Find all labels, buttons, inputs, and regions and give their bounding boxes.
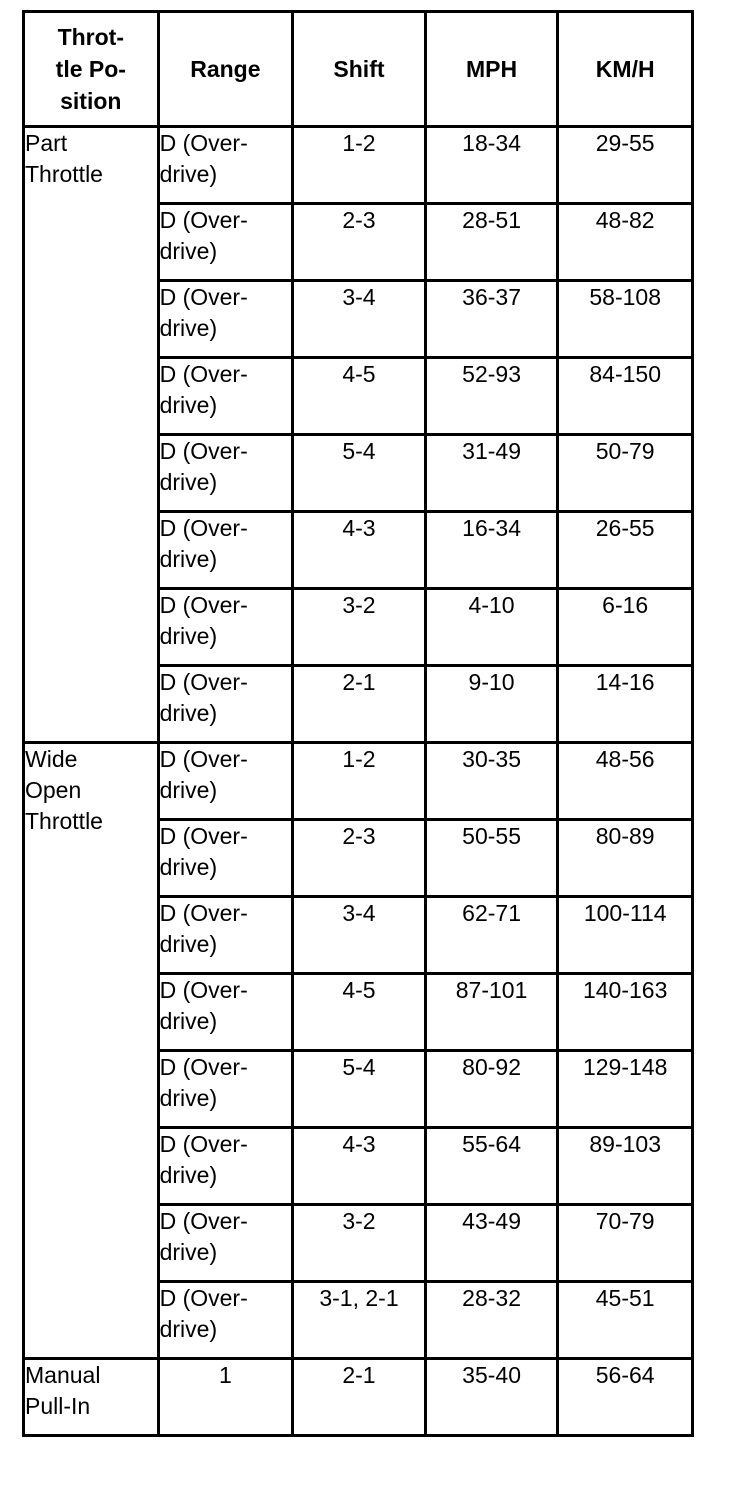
- table-row: [24, 743, 693, 820]
- range-cell: D (Over- drive): [158, 589, 293, 666]
- mph-cell: 80-92: [425, 1051, 558, 1128]
- shift-cell: 5-4: [293, 1051, 426, 1128]
- mph-cell: 52-93: [425, 358, 558, 435]
- shift-cell: 3-1, 2-1: [293, 1282, 426, 1359]
- table-row: [24, 1359, 693, 1436]
- kmh-cell: 50-79: [558, 435, 693, 512]
- shift-cell: 2-3: [293, 820, 426, 897]
- kmh-cell: 58-108: [558, 281, 693, 358]
- header-row: [24, 12, 693, 127]
- mph-cell: 55-64: [425, 1128, 558, 1205]
- kmh-cell: 140-163: [558, 974, 693, 1051]
- range-cell: 1: [158, 1359, 293, 1436]
- mph-cell: 30-35: [425, 743, 558, 820]
- range-cell: D (Over- drive): [158, 666, 293, 743]
- kmh-cell: 48-56: [558, 743, 693, 820]
- header-shift: Shift: [293, 12, 426, 127]
- kmh-cell: 89-103: [558, 1128, 693, 1205]
- range-cell: D (Over- drive): [158, 974, 293, 1051]
- mph-cell: 87-101: [425, 974, 558, 1051]
- range-cell: D (Over- drive): [158, 820, 293, 897]
- mph-cell: 18-34: [425, 127, 558, 204]
- shift-cell: 5-4: [293, 435, 426, 512]
- range-cell: D (Over- drive): [158, 435, 293, 512]
- mph-cell: 9-10: [425, 666, 558, 743]
- mph-cell: 62-71: [425, 897, 558, 974]
- kmh-cell: 6-16: [558, 589, 693, 666]
- header-kmh: KM/H: [558, 12, 693, 127]
- table-row: [24, 127, 693, 204]
- shift-cell: 4-5: [293, 358, 426, 435]
- range-cell: D (Over- drive): [158, 1128, 293, 1205]
- range-cell: D (Over- drive): [158, 1282, 293, 1359]
- kmh-cell: 48-82: [558, 204, 693, 281]
- mph-cell: 50-55: [425, 820, 558, 897]
- shift-cell: 3-2: [293, 589, 426, 666]
- table-body: [24, 127, 693, 1436]
- throttle-position-cell: Manual Pull-In: [24, 1359, 159, 1436]
- kmh-cell: 56-64: [558, 1359, 693, 1436]
- header-range: Range: [158, 12, 293, 127]
- shift-cell: 2-3: [293, 204, 426, 281]
- mph-cell: 16-34: [425, 512, 558, 589]
- shift-cell: 4-3: [293, 1128, 426, 1205]
- throttle-position-cell: Part Throttle: [24, 127, 159, 743]
- kmh-cell: 14-16: [558, 666, 693, 743]
- kmh-cell: 129-148: [558, 1051, 693, 1128]
- kmh-cell: 80-89: [558, 820, 693, 897]
- range-cell: D (Over- drive): [158, 743, 293, 820]
- kmh-cell: 84-150: [558, 358, 693, 435]
- range-cell: D (Over- drive): [158, 1051, 293, 1128]
- mph-cell: 28-51: [425, 204, 558, 281]
- range-cell: D (Over- drive): [158, 897, 293, 974]
- mph-cell: 36-37: [425, 281, 558, 358]
- range-cell: D (Over- drive): [158, 204, 293, 281]
- header-mph: MPH: [425, 12, 558, 127]
- shift-cell: 3-4: [293, 897, 426, 974]
- kmh-cell: 45-51: [558, 1282, 693, 1359]
- kmh-cell: 70-79: [558, 1205, 693, 1282]
- shift-cell: 2-1: [293, 1359, 426, 1436]
- shift-cell: 3-4: [293, 281, 426, 358]
- shift-speed-table: [22, 10, 694, 1437]
- mph-cell: 43-49: [425, 1205, 558, 1282]
- shift-cell: 2-1: [293, 666, 426, 743]
- mph-cell: 35-40: [425, 1359, 558, 1436]
- shift-cell: 4-3: [293, 512, 426, 589]
- shift-cell: 3-2: [293, 1205, 426, 1282]
- range-cell: D (Over- drive): [158, 1205, 293, 1282]
- shift-cell: 4-5: [293, 974, 426, 1051]
- kmh-cell: 100-114: [558, 897, 693, 974]
- kmh-cell: 26-55: [558, 512, 693, 589]
- shift-cell: 1-2: [293, 743, 426, 820]
- range-cell: D (Over- drive): [158, 281, 293, 358]
- throttle-position-cell: Wide Open Throttle: [24, 743, 159, 1359]
- range-cell: D (Over- drive): [158, 512, 293, 589]
- kmh-cell: 29-55: [558, 127, 693, 204]
- range-cell: D (Over- drive): [158, 127, 293, 204]
- mph-cell: 4-10: [425, 589, 558, 666]
- mph-cell: 28-32: [425, 1282, 558, 1359]
- shift-cell: 1-2: [293, 127, 426, 204]
- header-throttle-position: Throt- tle Po- sition: [24, 12, 159, 127]
- range-cell: D (Over- drive): [158, 358, 293, 435]
- mph-cell: 31-49: [425, 435, 558, 512]
